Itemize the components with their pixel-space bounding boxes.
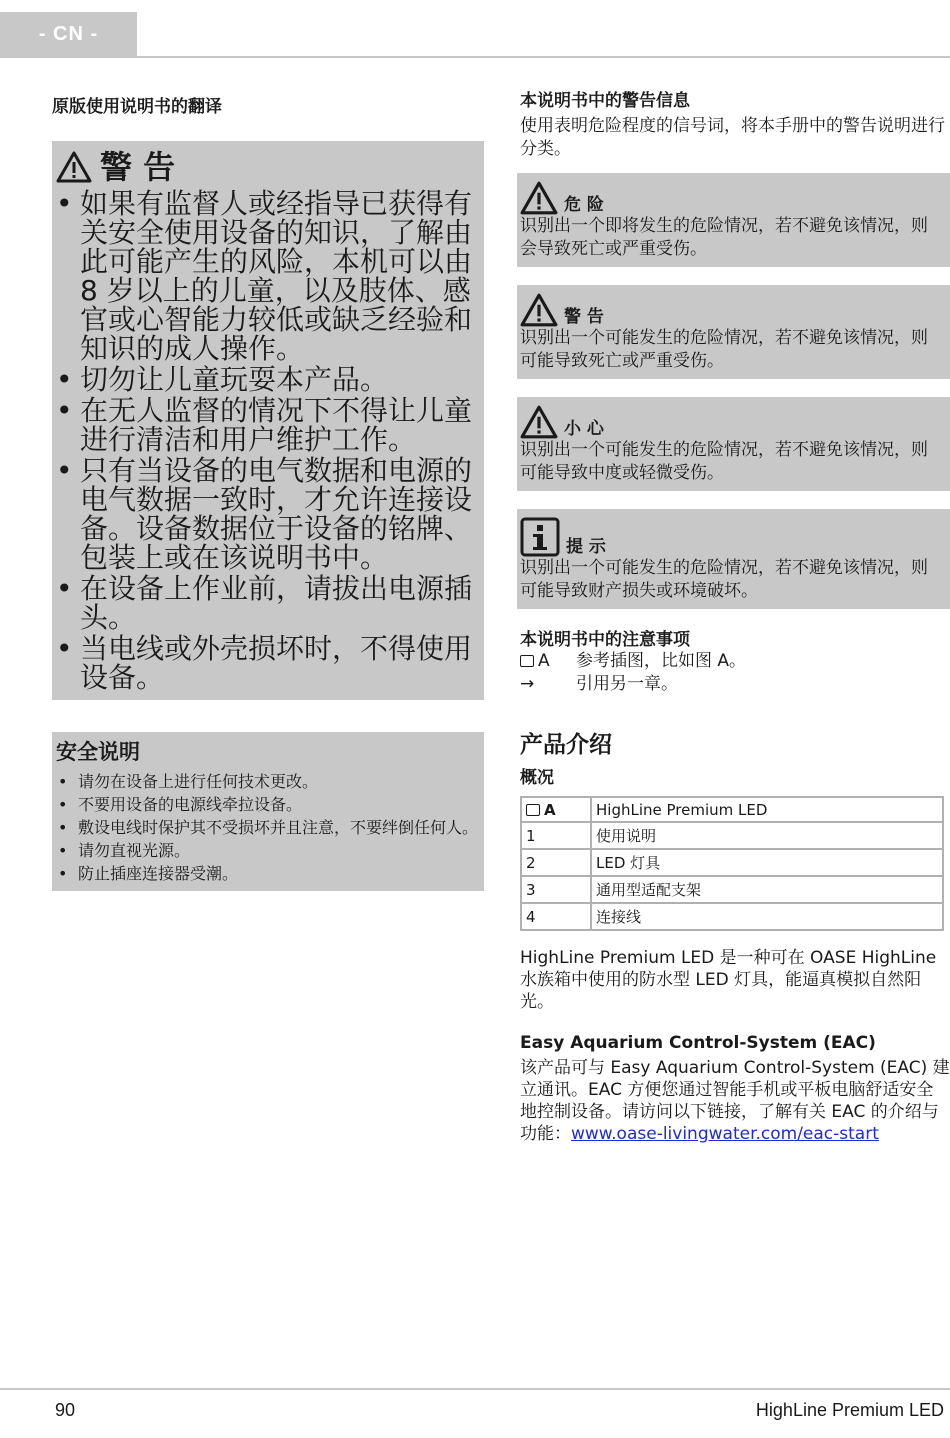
signal-label: 警 告 — [564, 307, 604, 327]
language-tab: - CN - — [0, 12, 137, 56]
warning-item: • 如果有监督人或经指导已获得有关安全使用设备的知识，了解由此可能产生的风险，本机可以由 8 岁以上的儿童，以及肢体、感官或心智能力较低或缺乏经验和知识的成人操作。 — [56, 189, 478, 363]
table-cell: 使用说明 — [591, 822, 943, 849]
note-symbol: A — [520, 650, 576, 673]
header-divider — [0, 56, 950, 58]
warning-title — [56, 147, 478, 187]
warning-triangle-icon — [56, 151, 92, 183]
signal-box-warning — [517, 285, 950, 379]
warning-item: • 只有当设备的电气数据和电源的电气数据一致时，才允许连接设备。设备数据位于设备的铭牌、包装上或在该说明书中。 — [56, 456, 478, 572]
footer-divider — [0, 1388, 950, 1390]
table-cell: 1 — [521, 822, 591, 849]
page-number: 90 — [55, 1400, 76, 1420]
signal-box-caution — [517, 397, 950, 491]
table-row — [521, 797, 943, 822]
table-cell: 2 — [521, 849, 591, 876]
signal-label: 提 示 — [566, 537, 606, 557]
overview-heading: 概况 — [520, 768, 554, 788]
table-row — [521, 849, 943, 876]
figure-icon — [520, 655, 534, 667]
warning-box — [52, 141, 484, 700]
product-description: HighLine Premium LED 是一种可在 OASE HighLine 水族箱中使用的防水型 LED 灯具，能逼真模拟自然阳光。 — [520, 948, 937, 1012]
note-text: 参考插图，比如图 A。 — [576, 651, 747, 671]
safety-list — [56, 770, 478, 885]
warning-triangle-icon — [520, 405, 558, 439]
eac-link[interactable]: www.oase-livingwater.com/eac-start — [571, 1124, 879, 1144]
warning-title-text: 警 告 — [100, 148, 176, 186]
signal-label: 小 心 — [564, 419, 604, 439]
table-row — [521, 903, 943, 930]
safety-item: • 请勿直视光源。 — [56, 839, 478, 862]
table-cell: A — [521, 797, 591, 822]
table-cell: 3 — [521, 876, 591, 903]
signal-label: 危 险 — [564, 195, 604, 215]
signal-box-danger — [517, 173, 950, 267]
eac-heading: Easy Aquarium Control-System (EAC) — [520, 1033, 876, 1053]
info-icon — [520, 517, 560, 557]
warning-triangle-icon — [520, 181, 558, 215]
warning-info-text: 使用表明危险程度的信号词，将本手册中的警告说明进行分类。 — [520, 116, 945, 159]
safety-item: • 防止插座连接器受潮。 — [56, 862, 478, 885]
warning-list — [56, 189, 478, 692]
notes-section — [520, 625, 950, 696]
signal-box-note — [517, 509, 950, 609]
note-row — [520, 673, 950, 696]
warning-item: • 当电线或外壳损坏时，不得使用设备。 — [56, 634, 478, 692]
eac-description: 该产品可与 Easy Aquarium Control-System (EAC) 建立通讯。EAC 方便您通过智能手机或平板电脑舒适安全地控制设备。请访问以下链接，了解有关 EAC 的介绍与功能：www.oase-livingwater.com/eac-start — [520, 1058, 950, 1144]
warning-info-heading: 本说明书中的警告信息 — [520, 91, 690, 111]
table-row — [521, 876, 943, 903]
product-heading: 产品介绍 — [520, 732, 612, 758]
table-cell: HighLine Premium LED — [591, 797, 943, 822]
safety-item: • 请勿在设备上进行任何技术更改。 — [56, 770, 478, 793]
safety-title: 安全说明 — [56, 740, 140, 764]
overview-table — [520, 796, 944, 931]
left-column — [52, 92, 484, 891]
table-cell: LED 灯具 — [591, 849, 943, 876]
translation-heading: 原版使用说明书的翻译 — [52, 97, 222, 117]
footer-title: HighLine Premium LED — [755, 1400, 944, 1420]
signal-text: 识别出一个可能发生的危险情况，若不避免该情况，则可能导致财产损失或环境破坏。 — [520, 558, 928, 601]
notes-heading: 本说明书中的注意事项 — [520, 630, 690, 650]
safety-item: • 不要用设备的电源线牵拉设备。 — [56, 793, 478, 816]
note-row — [520, 650, 950, 673]
right-column — [520, 86, 950, 1145]
figure-icon — [526, 804, 540, 816]
table-cell: 通用型适配支架 — [591, 876, 943, 903]
table-cell: 连接线 — [591, 903, 943, 930]
arrow-icon: → — [520, 674, 535, 694]
safety-item: • 敷设电线时保护其不受损坏并且注意，不要绊倒任何人。 — [56, 816, 478, 839]
safety-box — [52, 732, 484, 891]
warning-triangle-icon — [520, 293, 558, 327]
warning-item: • 在无人监督的情况下不得让儿童进行清洁和用户维护工作。 — [56, 396, 478, 454]
warning-item: • 在设备上作业前，请拔出电源插头。 — [56, 574, 478, 632]
table-row — [521, 822, 943, 849]
signal-text: 识别出一个可能发生的危险情况，若不避免该情况，则可能导致中度或轻微受伤。 — [520, 440, 928, 483]
signal-text: 识别出一个即将发生的危险情况，若不避免该情况，则会导致死亡或严重受伤。 — [520, 216, 928, 259]
note-text: 引用另一章。 — [576, 674, 678, 694]
table-cell: 4 — [521, 903, 591, 930]
warning-item: • 切勿让儿童玩耍本产品。 — [56, 365, 478, 394]
signal-text: 识别出一个可能发生的危险情况，若不避免该情况，则可能导致死亡或严重受伤。 — [520, 328, 928, 371]
